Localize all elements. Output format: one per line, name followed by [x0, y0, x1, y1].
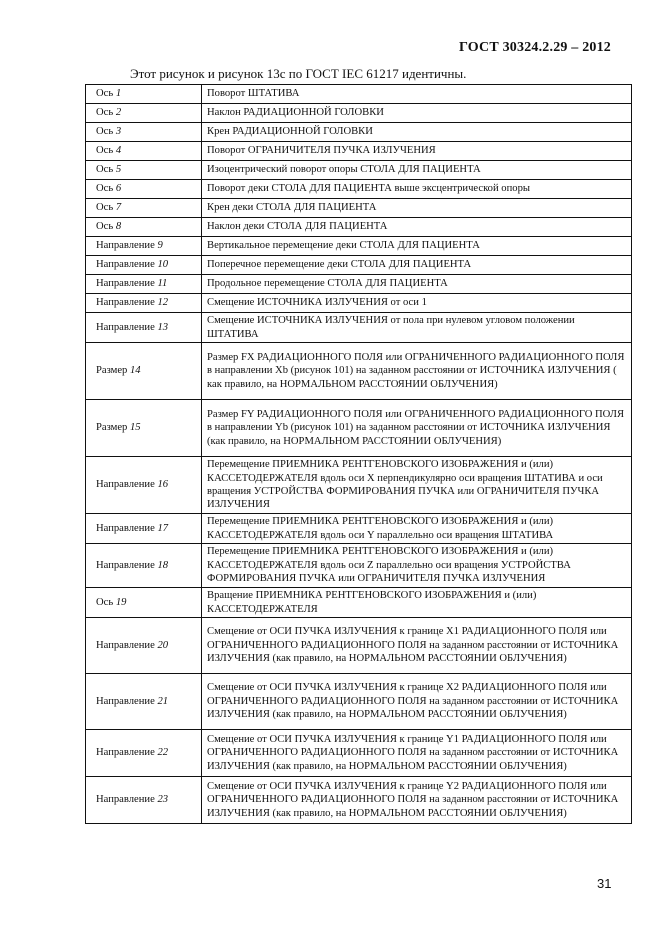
table-row: [86, 457, 632, 514]
designation-cell: [86, 256, 202, 275]
designation-label: Ось: [96, 596, 114, 608]
designation-number: 13: [157, 321, 169, 333]
table-row: [86, 218, 632, 237]
table-row: [86, 85, 632, 104]
designation-cell: [86, 123, 202, 142]
table-row: [86, 199, 632, 218]
description-cell: Поперечное перемещение деки СТОЛА ДЛЯ ПАЦИЕНТА: [202, 256, 632, 275]
page-number: 31: [597, 876, 612, 891]
designation-number: 11: [157, 278, 168, 290]
description-cell: Продольное перемещение СТОЛА ДЛЯ ПАЦИЕНТА: [202, 275, 632, 294]
description-cell: Крен деки СТОЛА ДЛЯ ПАЦИЕНТА: [202, 199, 632, 218]
designation-number: 18: [157, 559, 169, 571]
designation-number: 21: [157, 695, 169, 707]
description-cell: Поворот ОГРАНИЧИТЕЛЯ ПУЧКА ИЗЛУЧЕНИЯ: [202, 142, 632, 161]
description-cell: Смещение ИСТОЧНИКА ИЗЛУЧЕНИЯ от пола при нулевом угловом положении ШТАТИВА: [202, 313, 632, 343]
table-row: [86, 618, 632, 674]
designation-label: Направление: [96, 479, 155, 491]
table-row: [86, 294, 632, 313]
designation-label: Направление: [96, 321, 155, 333]
designation-number: 22: [157, 747, 169, 759]
designation-cell: [86, 618, 202, 674]
table-row: [86, 313, 632, 343]
intro-text: Этот рисунок и рисунок 13с по ГОСТ IEC 61217 идентичны.: [130, 66, 467, 81]
designation-number: 9: [157, 240, 163, 252]
table-row: [86, 104, 632, 123]
table-row: [86, 275, 632, 294]
description-cell: Наклон деки СТОЛА ДЛЯ ПАЦИЕНТА: [202, 218, 632, 237]
designation-cell: [86, 161, 202, 180]
designation-label: Направление: [96, 747, 155, 759]
designation-cell: [86, 588, 202, 618]
description-cell: Крен РАДИАЦИОННОЙ ГОЛОВКИ: [202, 123, 632, 142]
designation-number: 3: [115, 126, 122, 138]
designation-number: 5: [115, 164, 122, 176]
table-row: [86, 588, 632, 618]
designation-cell: [86, 275, 202, 294]
designation-label: Размер: [96, 365, 128, 377]
description-cell: Изоцентрический поворот опоры СТОЛА ДЛЯ ПАЦИЕНТА: [202, 161, 632, 180]
designation-label: Направление: [96, 559, 155, 571]
designation-label: Ось: [96, 88, 114, 100]
description-cell: Вращение ПРИЕМНИКА РЕНТГЕНОВСКОГО ИЗОБРАЖЕНИЯ и (или) КАССЕТОДЕРЖАТЕЛЯ: [202, 588, 632, 618]
designation-number: 14: [130, 365, 141, 377]
description-cell: Размер FY РАДИАЦИОННОГО ПОЛЯ или ОГРАНИЧЕННОГО РАДИАЦИОННОГО ПОЛЯ в направлении Yb (рисунок 101) на заданном расстоянии от ИСТОЧНИКА ИЗЛУЧЕНИЯ (как правило, на НОРМАЛЬНОМ РАССТОЯНИИ ОБЛУЧЕНИЯ): [202, 400, 632, 457]
table-row: [86, 674, 632, 730]
standard-header: ГОСТ 30324.2.29 – 2012: [459, 40, 611, 55]
designation-number: 6: [115, 183, 122, 195]
description-cell: Вертикальное перемещение деки СТОЛА ДЛЯ ПАЦИЕНТА: [202, 237, 632, 256]
designation-cell: [86, 142, 202, 161]
table-row: [86, 161, 632, 180]
table-row: [86, 142, 632, 161]
designation-number: 4: [115, 145, 122, 157]
designation-cell: [86, 218, 202, 237]
designation-label: Направление: [96, 794, 155, 806]
table-row: [86, 256, 632, 275]
designation-number: 23: [157, 794, 169, 806]
designation-label: Ось: [96, 202, 114, 214]
description-cell: Перемещение ПРИЕМНИКА РЕНТГЕНОВСКОГО ИЗОБРАЖЕНИЯ и (или) КАССЕТОДЕРЖАТЕЛЯ вдоль оси Z параллельно оси вращения УСТРОЙСТВА ФОРМИРОВАНИЯ ПУЧКА или ОГРАНИЧИТЕЛЯ ПУЧКА ИЗЛУЧЕНИЯ: [202, 544, 632, 588]
designation-label: Направление: [96, 297, 155, 309]
designation-cell: [86, 343, 202, 400]
description-cell: Смещение от ОСИ ПУЧКА ИЗЛУЧЕНИЯ к границе X1 РАДИАЦИОННОГО ПОЛЯ или ОГРАНИЧЕННОГО РАДИАЦИОННОГО ПОЛЯ на заданном расстоянии от ИСТОЧНИКА ИЗЛУЧЕНИЯ (как правило, на НОРМАЛЬНОМ РАССТОЯНИИ ОБЛУЧЕНИЯ): [202, 618, 632, 674]
designation-label: Ось: [96, 126, 114, 138]
designation-label: Ось: [96, 221, 114, 233]
designation-label: Направление: [96, 259, 155, 271]
designation-number: 19: [115, 596, 127, 608]
table-row: [86, 343, 632, 400]
designation-number: 16: [157, 479, 169, 491]
designation-number: 2: [115, 107, 122, 119]
designation-cell: [86, 457, 202, 514]
description-cell: Поворот ШТАТИВА: [202, 85, 632, 104]
description-cell: Смещение от ОСИ ПУЧКА ИЗЛУЧЕНИЯ к границе Y2 РАДИАЦИОННОГО ПОЛЯ или ОГРАНИЧЕННОГО РАДИАЦИОННОГО ПОЛЯ на заданном расстоянии от ИСТОЧНИКА ИЗЛУЧЕНИЯ (как правило, на НОРМАЛЬНОМ РАССТОЯНИИ ОБЛУЧЕНИЯ): [202, 777, 632, 824]
designation-label: Ось: [96, 164, 114, 176]
designation-number: 10: [157, 259, 169, 271]
designation-cell: [86, 104, 202, 123]
designation-label: Направление: [96, 240, 155, 252]
description-cell: Перемещение ПРИЕМНИКА РЕНТГЕНОВСКОГО ИЗОБРАЖЕНИЯ и (или) КАССЕТОДЕРЖАТЕЛЯ вдоль оси Y параллельно оси вращения ШТАТИВА: [202, 514, 632, 544]
table-row: [86, 514, 632, 544]
designation-cell: [86, 294, 202, 313]
designation-label: Ось: [96, 145, 114, 157]
designation-cell: [86, 514, 202, 544]
description-cell: Смещение ИСТОЧНИКА ИЗЛУЧЕНИЯ от оси 1: [202, 294, 632, 313]
designation-number: 17: [157, 522, 169, 534]
designation-cell: [86, 180, 202, 199]
table-row: [86, 730, 632, 777]
description-cell: Смещение от ОСИ ПУЧКА ИЗЛУЧЕНИЯ к границе X2 РАДИАЦИОННОГО ПОЛЯ или ОГРАНИЧЕННОГО РАДИАЦИОННОГО ПОЛЯ на заданном расстоянии от ИСТОЧНИКА ИЗЛУЧЕНИЯ (как правило, на НОРМАЛЬНОМ РАССТОЯНИИ ОБЛУЧЕНИЯ): [202, 674, 632, 730]
designation-label: Ось: [96, 183, 114, 195]
table-row: [86, 777, 632, 824]
designation-cell: [86, 85, 202, 104]
designation-cell: [86, 237, 202, 256]
designation-number: 12: [157, 297, 169, 309]
axes-table-body: [86, 85, 632, 824]
designation-number: 15: [130, 422, 141, 434]
designation-cell: [86, 199, 202, 218]
table-row: [86, 180, 632, 199]
description-cell: Поворот деки СТОЛА ДЛЯ ПАЦИЕНТА выше эксцентрической опоры: [202, 180, 632, 199]
axes-table: [85, 84, 632, 824]
designation-cell: [86, 313, 202, 343]
description-cell: Перемещение ПРИЕМНИКА РЕНТГЕНОВСКОГО ИЗОБРАЖЕНИЯ и (или) КАССЕТОДЕРЖАТЕЛЯ вдоль оси X перпендикулярно оси вращения ШТАТИВА и оси вращения УСТРОЙСТВА ФОРМИРОВАНИЯ ПУЧКА или ОГРАНИЧИТЕЛЯ ПУЧКА ИЗЛУЧЕНИЯ: [202, 457, 632, 514]
designation-label: Направление: [96, 522, 155, 534]
designation-label: Направление: [96, 278, 155, 290]
designation-number: 8: [115, 221, 122, 233]
description-cell: Смещение от ОСИ ПУЧКА ИЗЛУЧЕНИЯ к границе Y1 РАДИАЦИОННОГО ПОЛЯ или ОГРАНИЧЕННОГО РАДИАЦИОННОГО ПОЛЯ на заданном расстоянии от ИСТОЧНИКА ИЗЛУЧЕНИЯ (как правило, на НОРМАЛЬНОМ РАССТОЯНИИ ОБЛУЧЕНИЯ): [202, 730, 632, 777]
designation-label: Ось: [96, 107, 114, 119]
designation-cell: [86, 400, 202, 457]
designation-label: Направление: [96, 639, 155, 651]
designation-number: 7: [115, 202, 122, 214]
description-cell: Наклон РАДИАЦИОННОЙ ГОЛОВКИ: [202, 104, 632, 123]
table-row: [86, 123, 632, 142]
designation-cell: [86, 777, 202, 824]
designation-label: Размер: [96, 422, 128, 434]
designation-number: 1: [115, 88, 122, 100]
designation-label: Направление: [96, 695, 155, 707]
designation-cell: [86, 674, 202, 730]
designation-cell: [86, 544, 202, 588]
table-row: [86, 237, 632, 256]
table-row: [86, 544, 632, 588]
description-cell: Размер FX РАДИАЦИОННОГО ПОЛЯ или ОГРАНИЧЕННОГО РАДИАЦИОННОГО ПОЛЯ в направлении Xb (рисунок 101) на заданном расстоянии от ИСТОЧНИКА ИЗЛУЧЕНИЯ ( как правило, на НОРМАЛЬНОМ РАССТОЯНИИ ОБЛУЧЕНИЯ): [202, 343, 632, 400]
designation-cell: [86, 730, 202, 777]
table-row: [86, 400, 632, 457]
designation-number: 20: [157, 639, 169, 651]
